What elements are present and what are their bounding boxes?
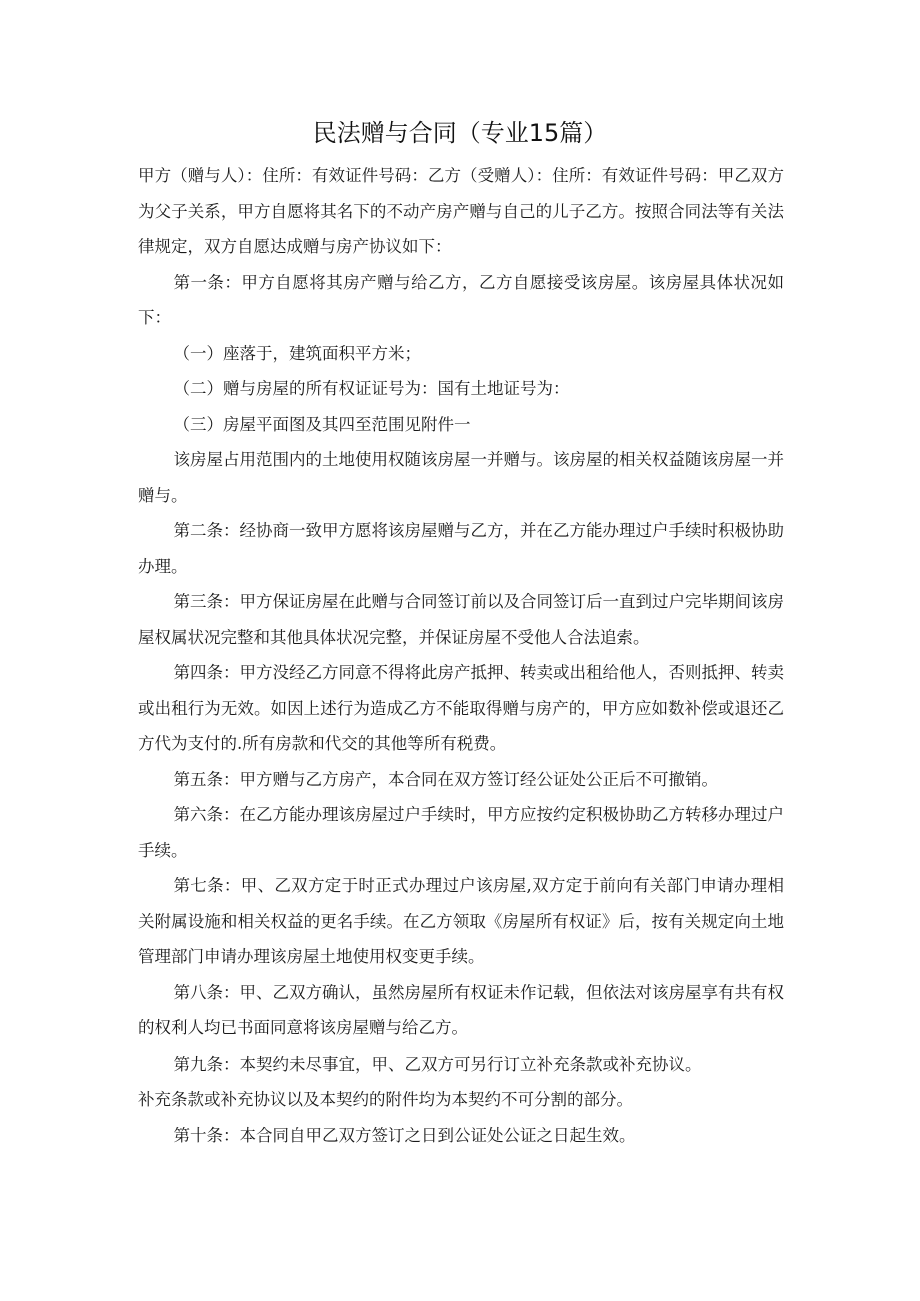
paragraph-article-5: 第五条：甲方赠与乙方房产，本合同在双方签订经公证处公正后不可撤销。 — [173, 769, 718, 789]
paragraph-article-2: 第二条：经协商一致甲方愿将该房屋赠与乙方，并在乙方能办理过户手续时积极协助办理。 — [138, 521, 784, 576]
paragraph-parties: 甲方（赠与人）：住所：有效证件号码：乙方（受赠人）：住所：有效证件号码：甲乙双方为父子关系，甲方自愿将其名下的不动产房产赠与自己的儿子乙方。按照合同法等有关法律规定，双方自愿达成赠与房产协议如下： — [138, 166, 784, 256]
paragraph-article-4: 第四条：甲方没经乙方同意不得将此房产抵押、转卖或出租给他人，否则抵押、转卖或出租行为无效。如因上述行为造成乙方不能取得赠与房产的，甲方应如数补偿或退还乙方代为支付的.所有房款和代交的其他等所有税费。 — [138, 663, 784, 753]
paragraph-item-1: （一）座落于，建筑面积平方米； — [173, 343, 421, 363]
document-body — [138, 158, 784, 1153]
paragraph-article-9: 第九条：本契约未尽事宜，甲、乙双方可另行订立补充条款或补充协议。 — [173, 1054, 702, 1074]
paragraph-article-8: 第八条：甲、乙双方确认，虽然房屋所有权证未作记载，但依法对该房屋享有共有权的权利人均已书面同意将该房屋赠与给乙方。 — [138, 982, 784, 1037]
paragraph-item-2: （二）赠与房屋的所有权证证号为：国有土地证号为： — [173, 379, 570, 398]
paragraph-article-7: 第七条：甲、乙双方定于时正式办理过户该房屋,双方定于前向有关部门申请办理相关附属设施和相关权益的更名手续。在乙方领取《房屋所有权证》后，按有关规定向土地管理部门申请办理该房屋土地使用权变更手续。 — [138, 876, 784, 966]
paragraph-supplement: 补充条款或补充协议以及本契约的附件均为本契约不可分割的部分。 — [138, 1090, 633, 1109]
paragraph-article-1: 第一条：甲方自愿将其房产赠与给乙方，乙方自愿接受该房屋。该房屋具体状况如下： — [138, 272, 784, 327]
document-title: 民法赠与合同（专业15篇） — [312, 119, 608, 147]
paragraph-article-10: 第十条：本合同自甲乙双方签订之日到公证处公证之日起生效。 — [173, 1125, 636, 1145]
paragraph-article-3: 第三条：甲方保证房屋在此赠与合同签订前以及合同签订后一直到过户完毕期间该房屋权属状况完整和其他具体状况完整，并保证房屋不受他人合法追索。 — [138, 592, 784, 647]
paragraph-item-3: （三）房屋平面图及其四至范围见附件一 — [173, 414, 471, 434]
paragraph-article-6: 第六条：在乙方能办理该房屋过户手续时，甲方应按约定积极协助乙方转移办理过户手续。 — [138, 805, 784, 860]
paragraph-land-rights: 该房屋占用范围内的土地使用权随该房屋一并赠与。该房屋的相关权益随该房屋一并赠与。 — [138, 450, 784, 505]
